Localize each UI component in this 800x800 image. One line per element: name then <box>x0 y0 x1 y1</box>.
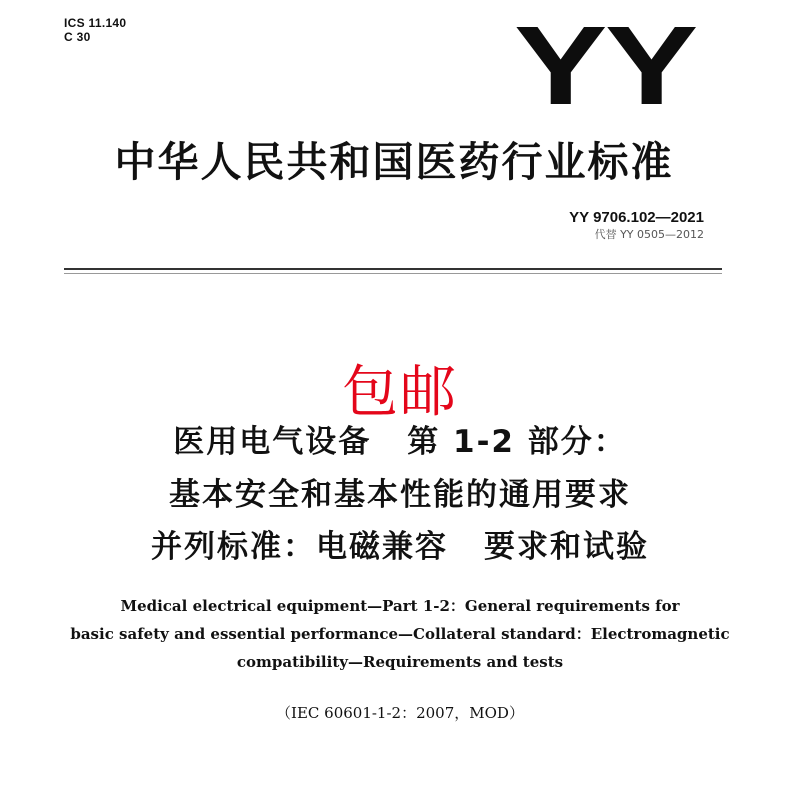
iec-reference: （IEC 60601-1-2：2007，MOD） <box>276 704 524 722</box>
replaces-standard: 代替 YY 0505—2012 <box>594 228 704 241</box>
chinese-title-line-3 <box>0 527 800 567</box>
chinese-title-line-3-b: 要求和试验 <box>484 529 649 565</box>
chinese-title-line-2: 基本安全和基本性能的通用要求 <box>169 477 631 513</box>
standard-category-title: 中华人民共和国医药行业标准 <box>114 138 674 186</box>
classification-codes <box>64 16 126 44</box>
chinese-title-line-1-b: 第 1-2 部分： <box>407 424 627 460</box>
ccs-code: C 30 <box>64 30 91 44</box>
standard-number: YY 9706.102—2021 <box>569 209 704 226</box>
header-divider-thin <box>64 273 722 274</box>
english-title-line-1: Medical electrical equipment—Part 1-2：General requirements for <box>120 597 680 615</box>
english-title-line-3: compatibility—Requirements and tests <box>236 653 564 671</box>
ics-code: ICS 11.140 <box>64 16 127 30</box>
chinese-title-line-1 <box>0 422 800 462</box>
free-shipping-stamp: 包邮 <box>342 360 458 425</box>
header-divider <box>64 268 722 270</box>
chinese-title-line-1-a: 医用电气设备 <box>173 424 372 460</box>
english-title-line-2: basic safety and essential performance—Collateral standard：Electromagnetic <box>70 625 730 643</box>
chinese-title-line-3-a: 并列标准：电磁兼容 <box>151 529 448 565</box>
yy-logo: YY <box>514 3 696 128</box>
